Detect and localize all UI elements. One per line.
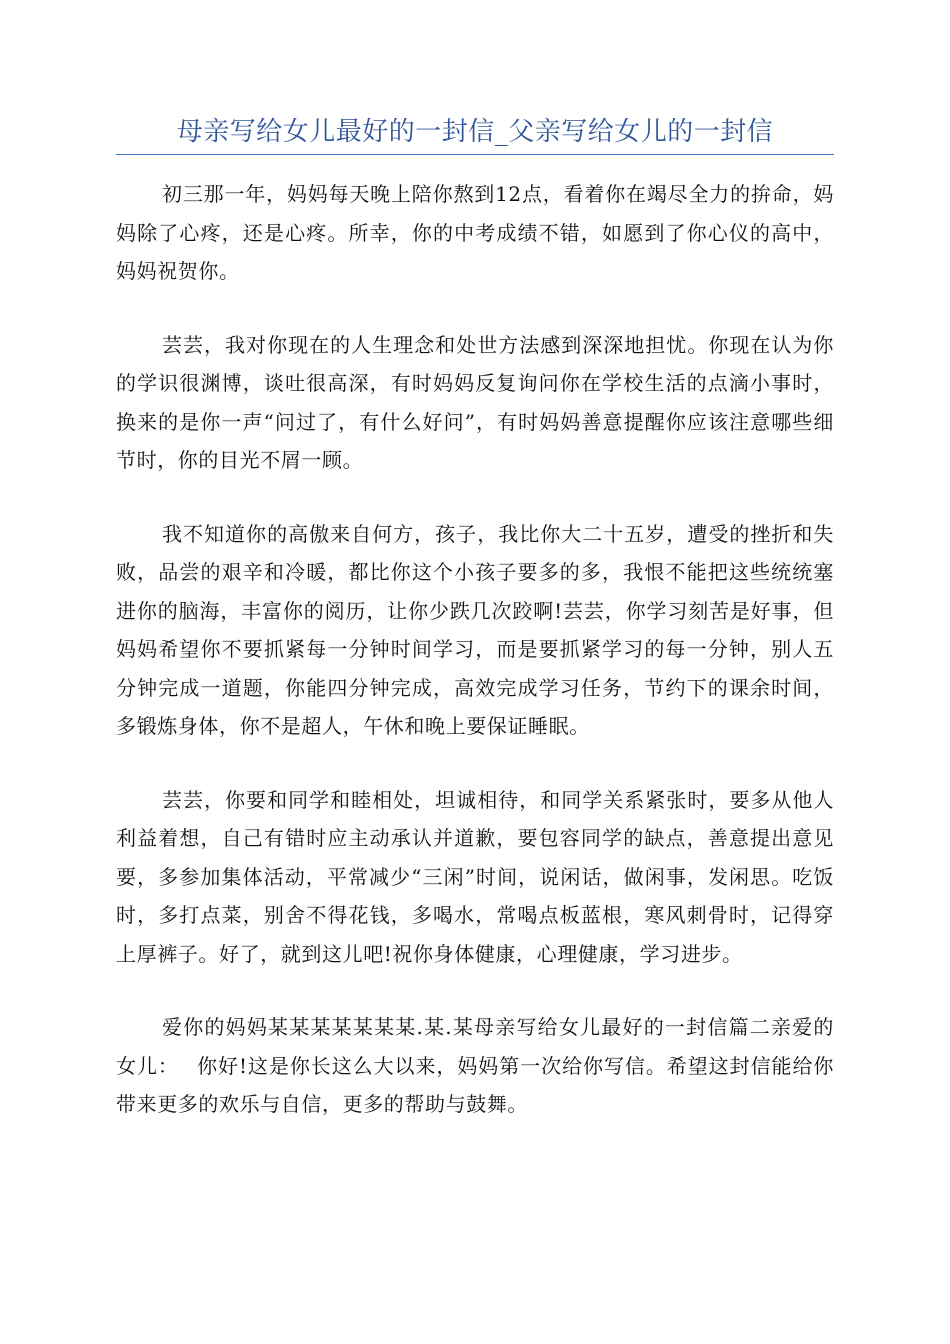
document-title: 母亲写给女儿最好的一封信_父亲写给女儿的一封信: [176, 117, 774, 147]
document-body: [116, 175, 834, 1159]
paragraph-3: 我不知道你的高傲来自何方，孩子，我比你大二十五岁，遭受的挫折和失败，品尝的艰辛和冷暖，都比你这个小孩子要多的多，我恨不能把这些统统塞进你的脑海，丰富你的阅历，让你少跌几次跤啊!芸芸，你学习刻苦是好事，但妈妈希望你不要抓紧每一分钟时间学习，而是要抓紧学习的每一分钟，别人五分钟完成一道题，你能四分钟完成，高效完成学习任务，节约下的课余时间，多锻炼身体，你不是超人，午休和晚上要保证睡眠。: [116, 521, 834, 738]
paragraph-1: 初三那一年，妈妈每天晚上陪你熬到12点，看着你在竭尽全力的拚命，妈妈除了心疼，还是心疼。所幸，你的中考成绩不错，如愿到了你心仪的高中，妈妈祝贺你。: [116, 182, 834, 283]
paragraph-2: 芸芸，我对你现在的人生理念和处世方法感到深深地担忧。你现在认为你的学识很渊博，谈吐很高深，有时妈妈反复询问你在学校生活的点滴小事时，换来的是你一声“问过了，有什么好问”，有时妈妈善意提醒你应该注意哪些细节时，你的目光不屑一顾。: [116, 332, 834, 472]
title-underline: [116, 154, 834, 155]
paragraph-5: 爱你的妈妈某某某某某某某.某.某母亲写给女儿最好的一封信篇二亲爱的女儿： 你好!这是你长这么大以来，妈妈第一次给你写信。希望这封信能给你带来更多的欢乐与自信，更多的帮助与鼓舞。: [116, 1015, 834, 1116]
paragraph-4: 芸芸，你要和同学和睦相处，坦诚相待，和同学关系紧张时，要多从他人利益着想，自己有错时应主动承认并道歉，要包容同学的缺点，善意提出意见要，多参加集体活动，平常减少“三闲”时间，说闲话，做闲事，发闲思。吃饭时，多打点菜，别舍不得花钱，多喝水，常喝点板蓝根，寒风刺骨时，记得穿上厚裤子。好了，就到这儿吧!祝你身体健康，心理健康，学习进步。: [116, 787, 834, 966]
